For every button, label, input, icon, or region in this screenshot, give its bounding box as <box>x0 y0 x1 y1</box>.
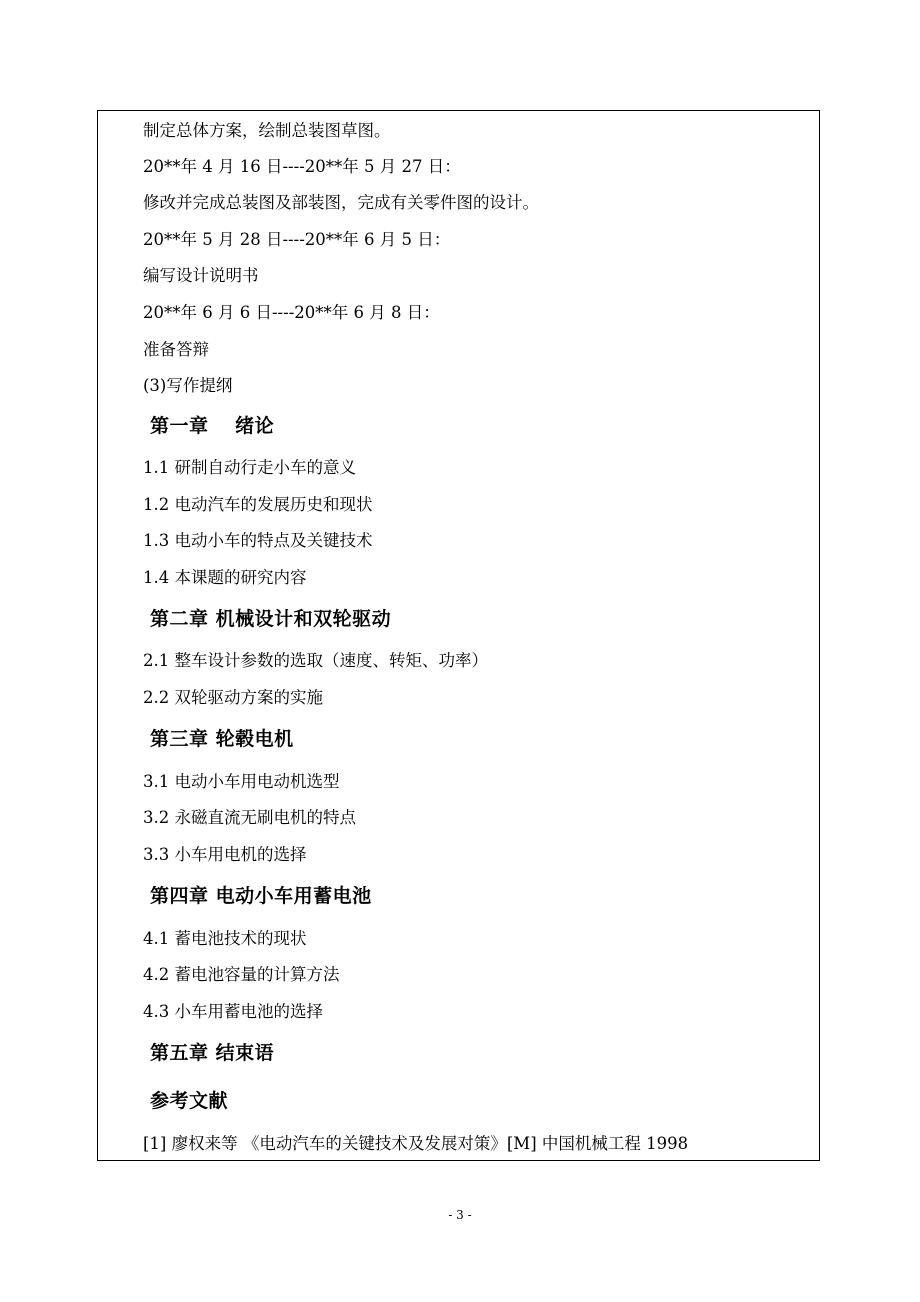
chapter-2-item-2: 2.2 双轮驱动方案的实施 <box>143 688 323 707</box>
chapter-3-item-3: 3.3 小车用电机的选择 <box>143 845 307 864</box>
chapter-4-title: 第四章 电动小车用蓄电池 <box>150 885 372 907</box>
schedule-line-3: 修改并完成总装图及部装图，完成有关零件图的设计。 <box>143 193 539 212</box>
schedule-line-4: 20**年 5 月 28 日----20**年 6 月 5 日： <box>143 230 451 249</box>
chapter-1-item-1: 1.1 研制自动行走小车的意义 <box>143 458 356 477</box>
chapter-4-item-1: 4.1 蓄电池技术的现状 <box>143 929 307 948</box>
schedule-line-1: 制定总体方案，绘制总装图草图。 <box>143 121 391 140</box>
schedule-line-6: 20**年 6 月 6 日----20**年 6 月 8 日： <box>143 303 440 322</box>
chapter-1-item-3: 1.3 电动小车的特点及关键技术 <box>143 531 373 550</box>
chapter-3-item-1: 3.1 电动小车用电动机选型 <box>143 772 340 791</box>
chapter-4-item-2: 4.2 蓄电池容量的计算方法 <box>143 965 340 984</box>
outline-title: (3)写作提纲 <box>143 376 233 395</box>
chapter-3-item-2: 3.2 永磁直流无刷电机的特点 <box>143 808 356 827</box>
chapter-5-title: 第五章 结束语 <box>150 1042 275 1064</box>
chapter-2-title: 第二章 机械设计和双轮驱动 <box>150 608 392 630</box>
references-title: 参考文献 <box>150 1090 229 1112</box>
page-number: - 3 - <box>448 1208 472 1222</box>
schedule-line-2: 20**年 4 月 16 日----20**年 5 月 27 日： <box>143 157 461 176</box>
chapter-1-item-2: 1.2 电动汽车的发展历史和现状 <box>143 495 373 514</box>
chapter-2-item-1: 2.1 整车设计参数的选取（速度、转矩、功率） <box>143 651 488 670</box>
schedule-line-5: 编写设计说明书 <box>143 266 259 285</box>
chapter-1-title: 第一章 绪论 <box>150 415 275 437</box>
chapter-3-title: 第三章 轮毂电机 <box>150 728 294 750</box>
chapter-1-item-4: 1.4 本课题的研究内容 <box>143 568 307 587</box>
reference-1: [1] 廖权来等 《电动汽车的关键技术及发展对策》[M] 中国机械工程 1998 <box>143 1134 689 1153</box>
chapter-4-item-3: 4.3 小车用蓄电池的选择 <box>143 1002 323 1021</box>
schedule-line-7: 准备答辩 <box>143 340 209 359</box>
